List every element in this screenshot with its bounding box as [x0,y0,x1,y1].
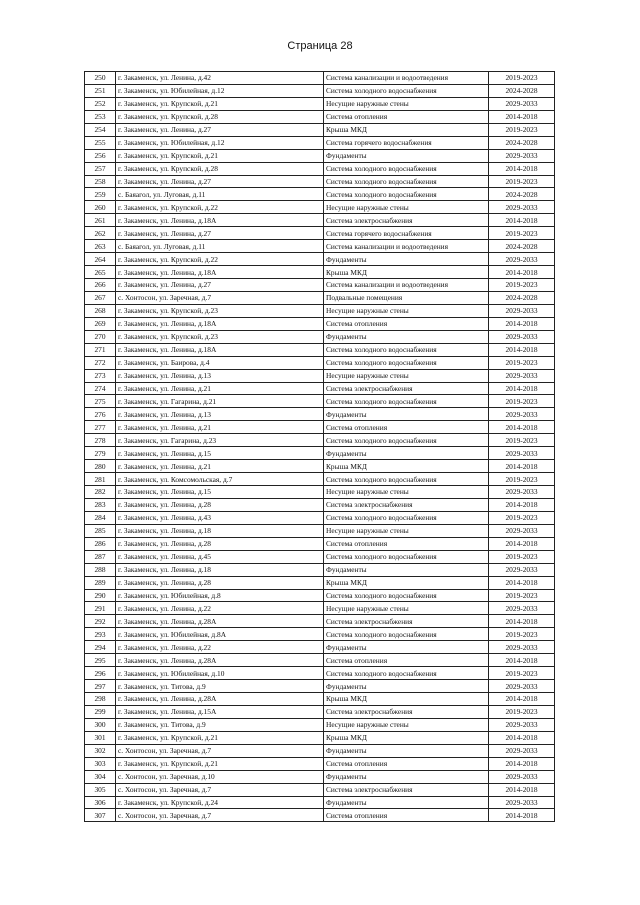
row-number: 256 [85,149,116,162]
row-system: Система холодного водоснабжения [324,434,489,447]
row-period: 2014-2018 [489,537,555,550]
row-system: Фундаменты [324,253,489,266]
table-row [85,149,555,162]
row-number: 305 [85,783,116,796]
table-row [85,680,555,693]
row-period: 2019-2023 [489,628,555,641]
row-system: Несущие наружные стены [324,201,489,214]
row-number: 254 [85,123,116,136]
row-address: г. Закаменск, ул. Ленина, д.28А [116,654,324,667]
table-row [85,84,555,97]
row-address: г. Закаменск, ул. Ленина, д.21 [116,460,324,473]
row-number: 307 [85,809,116,822]
row-number: 272 [85,356,116,369]
row-period: 2024-2028 [489,240,555,253]
row-period: 2024-2028 [489,136,555,149]
row-address: с. Баяагол, ул. Луговая, д.11 [116,240,324,253]
row-number: 268 [85,304,116,317]
row-number: 281 [85,473,116,486]
table-row [85,757,555,770]
row-address: с. Баяагол, ул. Луговая, д.11 [116,188,324,201]
row-number: 295 [85,654,116,667]
row-period: 2014-2018 [489,266,555,279]
row-address: г. Закаменск, ул. Комсомольская, д.7 [116,473,324,486]
row-number: 250 [85,72,116,85]
table-row [85,641,555,654]
row-number: 302 [85,744,116,757]
row-period: 2014-2018 [489,615,555,628]
row-number: 292 [85,615,116,628]
row-address: г. Закаменск, ул. Ленина, д.42 [116,72,324,85]
row-number: 288 [85,563,116,576]
table-row [85,72,555,85]
row-system: Крыша МКД [324,576,489,589]
row-address: г. Закаменск, ул. Ленина, д.13 [116,408,324,421]
table-row [85,356,555,369]
row-address: г. Закаменск, ул. Крупской, д.28 [116,162,324,175]
row-address: с. Хонтосон, ул. Заречная, д.7 [116,744,324,757]
table-row [85,304,555,317]
row-address: г. Закаменск, ул. Ленина, д.15 [116,447,324,460]
row-address: г. Закаменск, ул. Ленина, д.27 [116,123,324,136]
row-number: 279 [85,447,116,460]
row-number: 283 [85,498,116,511]
row-period: 2019-2023 [489,473,555,486]
row-address: с. Хонтосон, ул. Заречная, д.7 [116,809,324,822]
row-number: 297 [85,680,116,693]
row-system: Система горячего водоснабжения [324,227,489,240]
row-period: 2029-2033 [489,304,555,317]
row-system: Система холодного водоснабжения [324,188,489,201]
row-number: 284 [85,511,116,524]
table-row [85,240,555,253]
row-system: Система холодного водоснабжения [324,667,489,680]
row-address: г. Закаменск, ул. Крупской, д.22 [116,201,324,214]
row-period: 2019-2023 [489,511,555,524]
row-system: Крыша МКД [324,693,489,706]
row-system: Система холодного водоснабжения [324,356,489,369]
row-address: г. Закаменск, ул. Юбилейная, д.8А [116,628,324,641]
row-system: Фундаменты [324,408,489,421]
row-address: с. Хонтосон, ул. Заречная, д.10 [116,770,324,783]
row-address: г. Закаменск, ул. Крупской, д.21 [116,731,324,744]
row-address: г. Закаменск, ул. Крупской, д.22 [116,253,324,266]
row-address: г. Закаменск, ул. Юбилейная, д.12 [116,84,324,97]
row-address: с. Хонтосон, ул. Заречная, д.7 [116,783,324,796]
row-system: Система электроснабжения [324,705,489,718]
row-address: г. Закаменск, ул. Титова, д.9 [116,718,324,731]
row-number: 263 [85,240,116,253]
row-number: 300 [85,718,116,731]
row-period: 2014-2018 [489,731,555,744]
row-address: г. Закаменск, ул. Ленина, д.27 [116,279,324,292]
row-system: Система холодного водоснабжения [324,175,489,188]
row-period: 2029-2033 [489,97,555,110]
row-period: 2029-2033 [489,524,555,537]
table-row [85,291,555,304]
row-system: Система электроснабжения [324,615,489,628]
table-row [85,809,555,822]
row-period: 2014-2018 [489,809,555,822]
row-period: 2019-2023 [489,434,555,447]
row-period: 2019-2023 [489,589,555,602]
row-number: 252 [85,97,116,110]
table-row [85,175,555,188]
row-address: г. Закаменск, ул. Крупской, д.21 [116,149,324,162]
row-period: 2029-2033 [489,408,555,421]
row-period: 2029-2033 [489,369,555,382]
row-system: Система электроснабжения [324,783,489,796]
row-period: 2029-2033 [489,486,555,499]
table-row [85,110,555,123]
row-address: г. Закаменск, ул. Ленина, д.28А [116,693,324,706]
row-period: 2019-2023 [489,667,555,680]
row-system: Система холодного водоснабжения [324,343,489,356]
row-address: г. Закаменск, ул. Гагарина, д.21 [116,395,324,408]
row-number: 275 [85,395,116,408]
row-period: 2029-2033 [489,641,555,654]
table-row [85,214,555,227]
table-row [85,615,555,628]
row-address: г. Закаменск, ул. Ленина, д.15А [116,705,324,718]
row-number: 267 [85,291,116,304]
row-address: г. Закаменск, ул. Крупской, д.21 [116,757,324,770]
row-system: Фундаменты [324,149,489,162]
table-row [85,524,555,537]
row-system: Подвальные помещения [324,291,489,304]
row-period: 2014-2018 [489,382,555,395]
row-period: 2019-2023 [489,123,555,136]
table-row [85,369,555,382]
row-address: г. Закаменск, ул. Ленина, д.43 [116,511,324,524]
table-row [85,201,555,214]
table-row [85,693,555,706]
row-system: Несущие наружные стены [324,602,489,615]
row-system: Несущие наружные стены [324,524,489,537]
row-number: 274 [85,382,116,395]
table-row [85,628,555,641]
row-system: Система электроснабжения [324,214,489,227]
row-system: Система холодного водоснабжения [324,162,489,175]
row-system: Система отопления [324,110,489,123]
row-address: г. Закаменск, ул. Ленина, д.22 [116,641,324,654]
table-row [85,576,555,589]
row-system: Фундаменты [324,796,489,809]
row-number: 277 [85,421,116,434]
table-row [85,97,555,110]
row-address: г. Закаменск, ул. Ленина, д.45 [116,550,324,563]
row-address: г. Закаменск, ул. Ленина, д.21 [116,421,324,434]
row-number: 257 [85,162,116,175]
row-system: Система холодного водоснабжения [324,511,489,524]
row-system: Несущие наружные стены [324,486,489,499]
table-row [85,408,555,421]
row-address: г. Закаменск, ул. Гагарина, д.23 [116,434,324,447]
row-period: 2014-2018 [489,460,555,473]
row-system: Система холодного водоснабжения [324,628,489,641]
row-system: Система отопления [324,537,489,550]
row-number: 282 [85,486,116,499]
row-system: Система отопления [324,809,489,822]
row-system: Фундаменты [324,330,489,343]
table-row [85,473,555,486]
row-period: 2029-2033 [489,149,555,162]
row-system: Фундаменты [324,641,489,654]
row-period: 2029-2033 [489,201,555,214]
row-number: 262 [85,227,116,240]
row-period: 2014-2018 [489,783,555,796]
table-row [85,511,555,524]
table-row [85,796,555,809]
row-system: Система канализации и водоотведения [324,240,489,253]
row-address: г. Закаменск, ул. Ленина, д.18А [116,317,324,330]
table-row [85,718,555,731]
row-period: 2014-2018 [489,317,555,330]
row-number: 269 [85,317,116,330]
row-system: Система горячего водоснабжения [324,136,489,149]
row-period: 2014-2018 [489,343,555,356]
table-row [85,550,555,563]
row-address: г. Закаменск, ул. Ленина, д.28 [116,576,324,589]
table-row [85,731,555,744]
table-row [85,136,555,149]
row-system: Фундаменты [324,770,489,783]
row-number: 294 [85,641,116,654]
row-system: Несущие наружные стены [324,304,489,317]
row-system: Система электроснабжения [324,498,489,511]
row-number: 287 [85,550,116,563]
row-period: 2019-2023 [489,279,555,292]
row-system: Система отопления [324,654,489,667]
row-address: г. Закаменск, ул. Крупской, д.28 [116,110,324,123]
row-period: 2029-2033 [489,602,555,615]
row-period: 2019-2023 [489,175,555,188]
row-period: 2014-2018 [489,693,555,706]
table-row [85,498,555,511]
row-address: с. Хонтосон, ул. Заречная, д.7 [116,291,324,304]
row-system: Крыша МКД [324,266,489,279]
table-row [85,563,555,576]
row-period: 2014-2018 [489,757,555,770]
row-address: г. Закаменск, ул. Баирова, д.4 [116,356,324,369]
row-number: 271 [85,343,116,356]
row-system: Система холодного водоснабжения [324,84,489,97]
row-number: 253 [85,110,116,123]
table-row [85,162,555,175]
row-number: 289 [85,576,116,589]
table-row [85,654,555,667]
row-number: 264 [85,253,116,266]
row-address: г. Закаменск, ул. Ленина, д.18 [116,524,324,537]
page-title: Страница 28 [287,40,353,52]
table-row [85,227,555,240]
row-system: Система отопления [324,317,489,330]
row-number: 255 [85,136,116,149]
row-address: г. Закаменск, ул. Ленина, д.27 [116,227,324,240]
row-address: г. Закаменск, ул. Ленина, д.18А [116,214,324,227]
row-period: 2029-2033 [489,796,555,809]
row-number: 280 [85,460,116,473]
row-system: Система отопления [324,421,489,434]
row-period: 2014-2018 [489,214,555,227]
row-number: 258 [85,175,116,188]
row-system: Крыша МКД [324,123,489,136]
table-row [85,460,555,473]
row-number: 278 [85,434,116,447]
row-system: Система отопления [324,757,489,770]
row-address: г. Закаменск, ул. Ленина, д.28А [116,615,324,628]
row-number: 286 [85,537,116,550]
row-address: г. Закаменск, ул. Ленина, д.18А [116,266,324,279]
row-system: Несущие наружные стены [324,369,489,382]
row-period: 2029-2033 [489,330,555,343]
table-row [85,486,555,499]
row-system: Система холодного водоснабжения [324,550,489,563]
row-period: 2014-2018 [489,110,555,123]
row-period: 2029-2033 [489,447,555,460]
table-row [85,602,555,615]
row-period: 2029-2033 [489,718,555,731]
row-period: 2029-2033 [489,563,555,576]
row-address: г. Закаменск, ул. Ленина, д.18А [116,343,324,356]
row-period: 2029-2033 [489,253,555,266]
row-number: 251 [85,84,116,97]
row-period: 2024-2028 [489,188,555,201]
row-period: 2024-2028 [489,291,555,304]
table-row [85,770,555,783]
row-system: Крыша МКД [324,460,489,473]
row-address: г. Закаменск, ул. Юбилейная, д.8 [116,589,324,602]
row-number: 291 [85,602,116,615]
table-row [85,279,555,292]
row-address: г. Закаменск, ул. Ленина, д.28 [116,498,324,511]
row-number: 306 [85,796,116,809]
row-system: Система канализации и водоотведения [324,279,489,292]
row-period: 2019-2023 [489,550,555,563]
table-row [85,434,555,447]
repair-schedule-table [84,71,555,822]
table-row [85,330,555,343]
table-row [85,188,555,201]
row-address: г. Закаменск, ул. Крупской, д.24 [116,796,324,809]
row-period: 2014-2018 [489,576,555,589]
table-row [85,744,555,757]
table-row [85,253,555,266]
row-number: 265 [85,266,116,279]
row-system: Система холодного водоснабжения [324,589,489,602]
row-period: 2014-2018 [489,654,555,667]
row-address: г. Закаменск, ул. Ленина, д.28 [116,537,324,550]
row-number: 270 [85,330,116,343]
row-address: г. Закаменск, ул. Юбилейная, д.12 [116,136,324,149]
row-number: 304 [85,770,116,783]
row-system: Система холодного водоснабжения [324,395,489,408]
table-row [85,395,555,408]
row-number: 259 [85,188,116,201]
row-system: Фундаменты [324,744,489,757]
row-number: 285 [85,524,116,537]
row-number: 266 [85,279,116,292]
table-row [85,421,555,434]
row-system: Несущие наружные стены [324,718,489,731]
row-address: г. Закаменск, ул. Крупской, д.23 [116,304,324,317]
row-period: 2019-2023 [489,705,555,718]
row-period: 2029-2033 [489,680,555,693]
row-period: 2019-2023 [489,395,555,408]
row-number: 296 [85,667,116,680]
row-system: Система холодного водоснабжения [324,473,489,486]
row-number: 303 [85,757,116,770]
row-system: Несущие наружные стены [324,97,489,110]
table-row [85,589,555,602]
table-row [85,667,555,680]
row-period: 2019-2023 [489,227,555,240]
row-period: 2024-2028 [489,84,555,97]
row-number: 276 [85,408,116,421]
row-system: Фундаменты [324,680,489,693]
table-body [85,72,555,822]
row-number: 299 [85,705,116,718]
row-period: 2014-2018 [489,421,555,434]
row-system: Система электроснабжения [324,382,489,395]
row-number: 293 [85,628,116,641]
row-address: г. Закаменск, ул. Крупской, д.23 [116,330,324,343]
row-system: Фундаменты [324,447,489,460]
table-row [85,705,555,718]
row-period: 2029-2033 [489,770,555,783]
table-row [85,783,555,796]
row-number: 273 [85,369,116,382]
row-number: 261 [85,214,116,227]
row-number: 260 [85,201,116,214]
row-number: 298 [85,693,116,706]
row-system: Система канализации и водоотведения [324,72,489,85]
row-address: г. Закаменск, ул. Ленина, д.18 [116,563,324,576]
row-address: г. Закаменск, ул. Ленина, д.13 [116,369,324,382]
table-row [85,447,555,460]
row-address: г. Закаменск, ул. Юбилейная, д.10 [116,667,324,680]
table-row [85,537,555,550]
row-address: г. Закаменск, ул. Крупской, д.21 [116,97,324,110]
row-system: Крыша МКД [324,731,489,744]
row-number: 301 [85,731,116,744]
row-address: г. Закаменск, ул. Ленина, д.21 [116,382,324,395]
table-row [85,343,555,356]
row-period: 2014-2018 [489,498,555,511]
row-period: 2019-2023 [489,72,555,85]
row-period: 2019-2023 [489,356,555,369]
row-address: г. Закаменск, ул. Ленина, д.22 [116,602,324,615]
row-address: г. Закаменск, ул. Титова, д.9 [116,680,324,693]
table-row [85,123,555,136]
row-system: Фундаменты [324,563,489,576]
table-row [85,266,555,279]
row-address: г. Закаменск, ул. Ленина, д.27 [116,175,324,188]
row-period: 2029-2033 [489,744,555,757]
row-address: г. Закаменск, ул. Ленина, д.15 [116,486,324,499]
table-row [85,382,555,395]
table-row [85,317,555,330]
row-period: 2014-2018 [489,162,555,175]
row-number: 290 [85,589,116,602]
